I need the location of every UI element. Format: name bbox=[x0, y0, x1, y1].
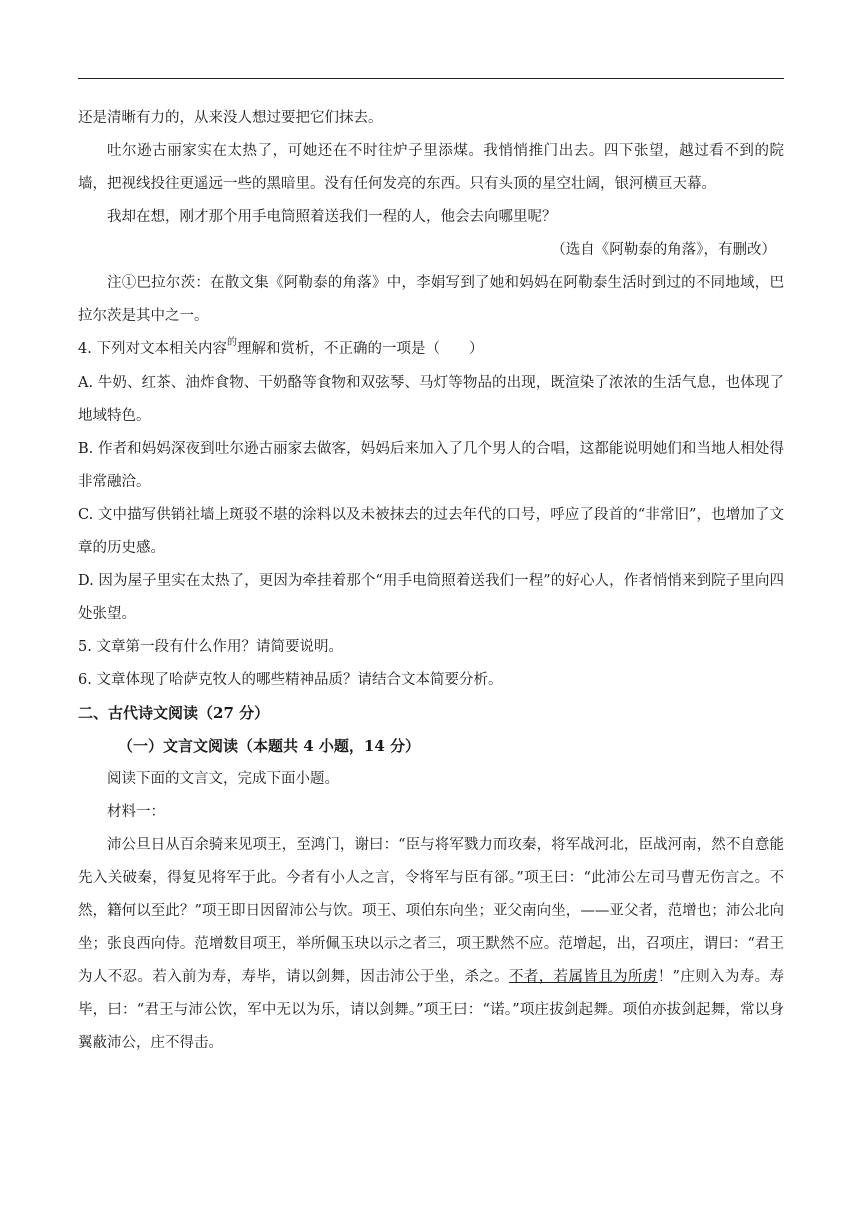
passage-paragraph: 还是清晰有力的，从来没人想过要把它们抹去。 bbox=[78, 110, 383, 126]
question-4-stem bbox=[78, 333, 784, 367]
q4-stem-part: 理解和赏析，不正确的一项是（ ） bbox=[236, 341, 484, 357]
material-label: 材料一： bbox=[107, 804, 165, 820]
classical-text-part: ！”庄则入为寿。寿毕，曰：“君王与沛公饮，军中无以为乐，请以剑舞。”项王曰：“诺。”项庄拔剑起舞。项伯亦拔剑起舞，常以身翼蔽沛公，庄不得击。 bbox=[78, 969, 785, 1051]
document-body bbox=[78, 102, 784, 1060]
instruction: 阅读下面的文言文，完成下面小题。 bbox=[107, 771, 339, 787]
footnote: 注①巴拉尔茨：在散文集《阿勒泰的角落》中，李娟写到了她和妈妈在阿勒泰生活时到过的不同地域，巴拉尔茨是其中之一。 bbox=[78, 275, 784, 324]
option-c: C. 文中描写供销社墙上斑驳不堪的涂料以及未被抹去的过去年代的口号，呼应了段首的“非常旧”，也增加了文章的历史感。 bbox=[78, 507, 784, 556]
source-citation: （选自《阿勒泰的角落》，有删改） bbox=[551, 242, 776, 258]
header-rule bbox=[78, 78, 784, 79]
classical-text bbox=[78, 829, 784, 1060]
question-5: 5. 文章第一段有什么作用？请简要说明。 bbox=[78, 639, 343, 655]
option-b: B. 作者和妈妈深夜到吐尔逊古丽家去做客，妈妈后来加入了几个男人的合唱，这都能说明她们和当地人相处得非常融洽。 bbox=[78, 441, 784, 490]
passage-paragraph: 吐尔逊古丽家实在太热了，可她还在不时往炉子里添煤。我悄悄推门出去。四下张望，越过看不到的院墙，把视线投往更遥远一些的黑暗里。没有任何发亮的东西。只有头顶的星空壮阔，银河横亘天幕。 bbox=[78, 143, 784, 192]
q4-stem-part: 4. 下列对文本相关内容 bbox=[78, 341, 227, 357]
underlined-sentence: 不者，若属皆且为所虏 bbox=[509, 969, 658, 985]
option-a: A. 牛奶、红茶、油炸食物、干奶酪等食物和双弦琴、马灯等物品的出现，既渲染了浓浓的生活气息，也体现了地域特色。 bbox=[78, 375, 784, 424]
passage-paragraph: 我却在想，刚才那个用手电筒照着送我们一程的人，他会去向哪里呢？ bbox=[107, 209, 557, 225]
q4-stem-superscript: 的 bbox=[226, 337, 237, 348]
subsection-heading: （一）文言文阅读（本题共 4 小题，14 分） bbox=[118, 737, 420, 755]
section-heading: 二、古代诗文阅读（27 分） bbox=[78, 704, 270, 722]
option-d: D. 因为屋子里实在太热了，更因为牵挂着那个“用手电筒照着送我们一程”的好心人，作者悄悄来到院子里向四处张望。 bbox=[78, 573, 784, 622]
question-6: 6. 文章体现了哈萨克牧人的哪些精神品质？请结合文本简要分析。 bbox=[78, 672, 503, 688]
classical-text-part: 沛公旦日从百余骑来见项王，至鸿门，谢曰：“臣与将军戮力而攻秦，将军战河北，臣战河南，然不自意能先入关破秦，得复见将军于此。今者有小人之言，令将军与臣有郤。”项王曰：“此沛公左司马曹无伤言之。不然，籍何以至此？”项王即日因留沛公与饮。项王、项伯东向坐；亚父南向坐，——亚父者，范增也；沛公北向坐；张良西向侍。范增数目项王，举所佩玉玦以示之者三，项王默然不应。范增起，出，召项庄，谓曰：“君王为人不忍。若入前为寿，寿毕，请以剑舞，因击沛公于坐，杀之。 bbox=[78, 837, 784, 985]
